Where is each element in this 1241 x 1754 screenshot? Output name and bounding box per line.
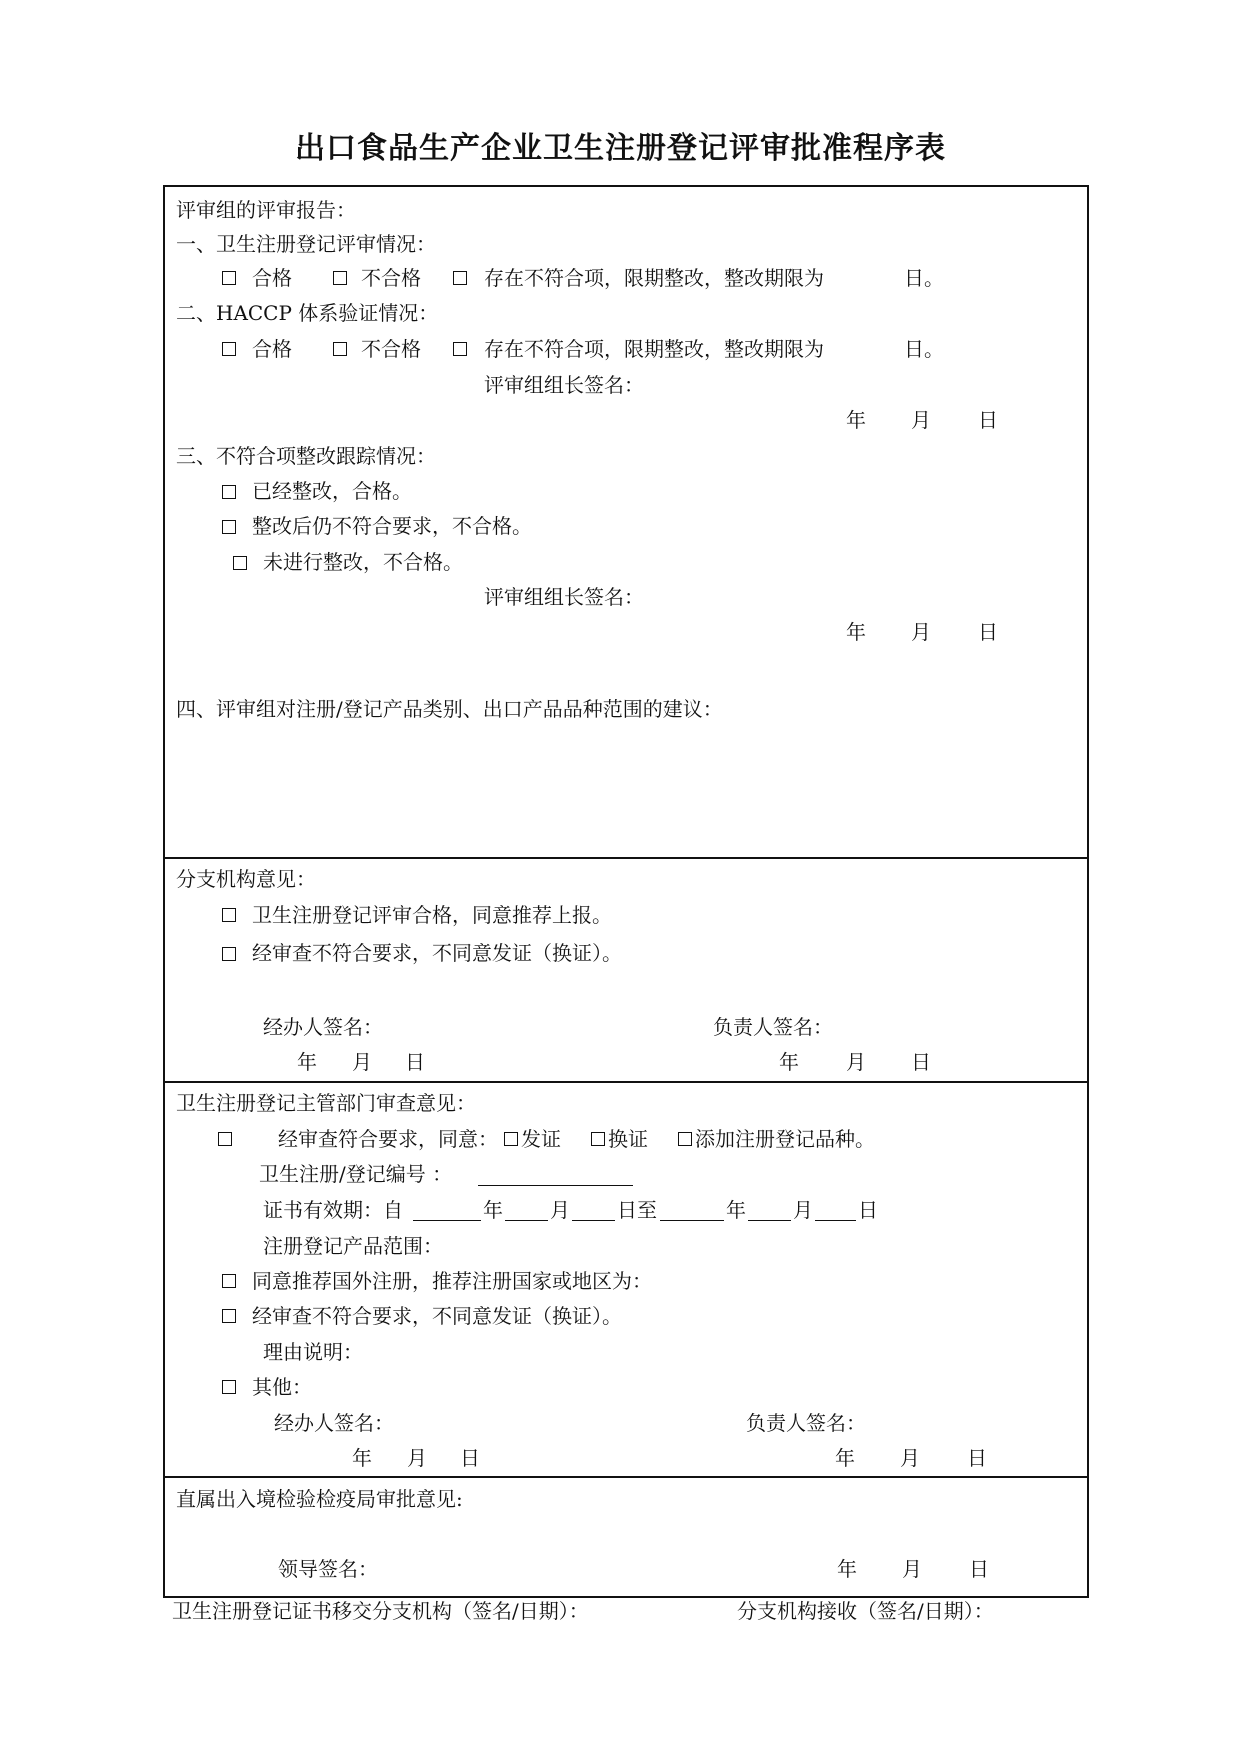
pass-checkbox[interactable] [222,271,236,285]
still-fail-checkbox[interactable] [222,520,236,534]
date-day: 日 [967,1446,987,1470]
fail-label: 不合格 [361,266,421,290]
rectify-checkbox[interactable] [453,271,467,285]
validity-start-day-field[interactable] [572,1220,615,1221]
other-checkbox[interactable] [222,1380,236,1394]
haccp-fail-checkbox[interactable] [333,342,347,356]
date-month: 月 [352,1050,372,1074]
date-month: 月 [846,1050,866,1074]
add-variety-checkbox[interactable] [678,1132,692,1146]
date-month: 月 [900,1446,920,1470]
chief-signature-label: 负责人签名： [746,1411,866,1435]
handler-signature-label: 经办人签名： [263,1015,383,1039]
handler-signature-label: 经办人签名： [274,1411,394,1435]
issue-checkbox[interactable] [504,1132,518,1146]
renew-label: 换证 [608,1127,648,1151]
branch-approve-label: 卫生注册登记评审合格，同意推荐上报。 [252,903,612,927]
fail-checkbox[interactable] [333,271,347,285]
authority-approve-label: 经审查符合要求，同意： [278,1127,498,1151]
authority-opinion-heading: 卫生注册登记主管部门审查意见： [176,1091,476,1115]
other-label: 其他： [252,1375,312,1399]
chief-signature-label: 负责人签名： [713,1015,833,1039]
rectified-label: 已经整改，合格。 [252,479,412,503]
validity-start-year-unit: 年 [483,1198,503,1222]
date-day: 日 [405,1050,425,1074]
section-divider [163,857,1087,859]
date-year: 年 [352,1446,372,1470]
branch-receive-label: 分支机构接收（签名/日期）： [737,1599,994,1623]
registration-number-label: 卫生注册/登记编号 ： [259,1162,453,1186]
validity-end-year-field[interactable] [660,1220,724,1221]
renew-checkbox[interactable] [591,1132,605,1146]
validity-end-month-field[interactable] [748,1220,791,1221]
date-day: 日 [911,1050,931,1074]
add-variety-label: 添加注册登记品种。 [695,1127,875,1151]
product-scope-label: 注册登记产品范围： [263,1234,443,1258]
date-month: 月 [911,620,931,644]
date-year: 年 [297,1050,317,1074]
authority-approve-checkbox[interactable] [218,1132,232,1146]
certificate-transfer-label: 卫生注册登记证书移交分支机构（签名/日期）： [172,1599,589,1623]
date-month: 月 [902,1557,922,1581]
tracking-item: 三、不符合项整改跟踪情况： [176,444,436,468]
review-report-heading: 评审组的评审报告： [176,198,356,222]
reason-label: 理由说明： [263,1340,363,1364]
branch-approve-checkbox[interactable] [222,908,236,922]
haccp-rectify-label: 存在不符合项，限期整改，整改期限为 [484,337,824,361]
registration-number-field[interactable] [478,1185,633,1186]
date-day: 日 [978,620,998,644]
haccp-pass-checkbox[interactable] [222,342,236,356]
not-rectified-checkbox[interactable] [233,556,247,570]
validity-start-month-field[interactable] [505,1220,548,1221]
date-month: 月 [407,1446,427,1470]
leader-signature-label: 评审组组长签名： [484,373,644,397]
rectified-checkbox[interactable] [222,485,236,499]
foreign-registration-checkbox[interactable] [222,1274,236,1288]
leader-signature-label: 领导签名： [278,1557,378,1581]
authority-reject-label: 经审查不符合要求，不同意发证（换证）。 [252,1304,622,1328]
review-status-item: 一、卫生注册登记评审情况： [176,232,436,256]
rectify-days-unit: 日。 [904,266,944,290]
authority-reject-checkbox[interactable] [222,1309,236,1323]
leader-signature-label-2: 评审组组长签名： [484,585,644,609]
issue-label: 发证 [521,1127,561,1151]
validity-end-year-unit: 年 [726,1198,746,1222]
haccp-fail-label: 不合格 [361,337,421,361]
date-year: 年 [846,408,866,432]
form-title: 出口食品生产企业卫生注册登记评审批准程序表 [295,131,946,166]
branch-reject-label: 经审查不符合要求，不同意发证（换证）。 [252,941,622,965]
validity-start-year-field[interactable] [413,1220,481,1221]
validity-to-label: 日至 [617,1198,657,1222]
scope-suggestion-item: 四、评审组对注册/登记产品类别、出口产品品种范围的建议： [176,697,723,721]
section-divider [163,1476,1087,1478]
date-day: 日 [969,1557,989,1581]
validity-end-day-unit: 日 [858,1198,878,1222]
rectify-label: 存在不符合项，限期整改，整改期限为 [484,266,824,290]
foreign-registration-label: 同意推荐国外注册，推荐注册国家或地区为： [252,1269,652,1293]
validity-label: 证书有效期：自 [263,1198,403,1222]
date-day: 日 [460,1446,480,1470]
haccp-rectify-days-unit: 日。 [904,337,944,361]
date-year: 年 [846,620,866,644]
branch-opinion-heading: 分支机构意见： [176,867,316,891]
date-year: 年 [779,1050,799,1074]
date-year: 年 [835,1446,855,1470]
validity-end-month-unit: 月 [793,1198,813,1222]
haccp-rectify-checkbox[interactable] [453,342,467,356]
pass-label: 合格 [252,266,292,290]
validity-start-month-unit: 月 [550,1198,570,1222]
still-fail-label: 整改后仍不符合要求，不合格。 [252,514,532,538]
date-year: 年 [837,1557,857,1581]
validity-end-day-field[interactable] [815,1220,856,1221]
not-rectified-label: 未进行整改，不合格。 [263,550,463,574]
section-divider [163,1081,1087,1083]
bureau-approval-heading: 直属出入境检验检疫局审批意见: [176,1487,463,1511]
date-day: 日 [978,408,998,432]
haccp-status-item: 二、HACCP 体系验证情况： [176,301,439,325]
date-month: 月 [911,408,931,432]
haccp-pass-label: 合格 [252,337,292,361]
branch-reject-checkbox[interactable] [222,947,236,961]
